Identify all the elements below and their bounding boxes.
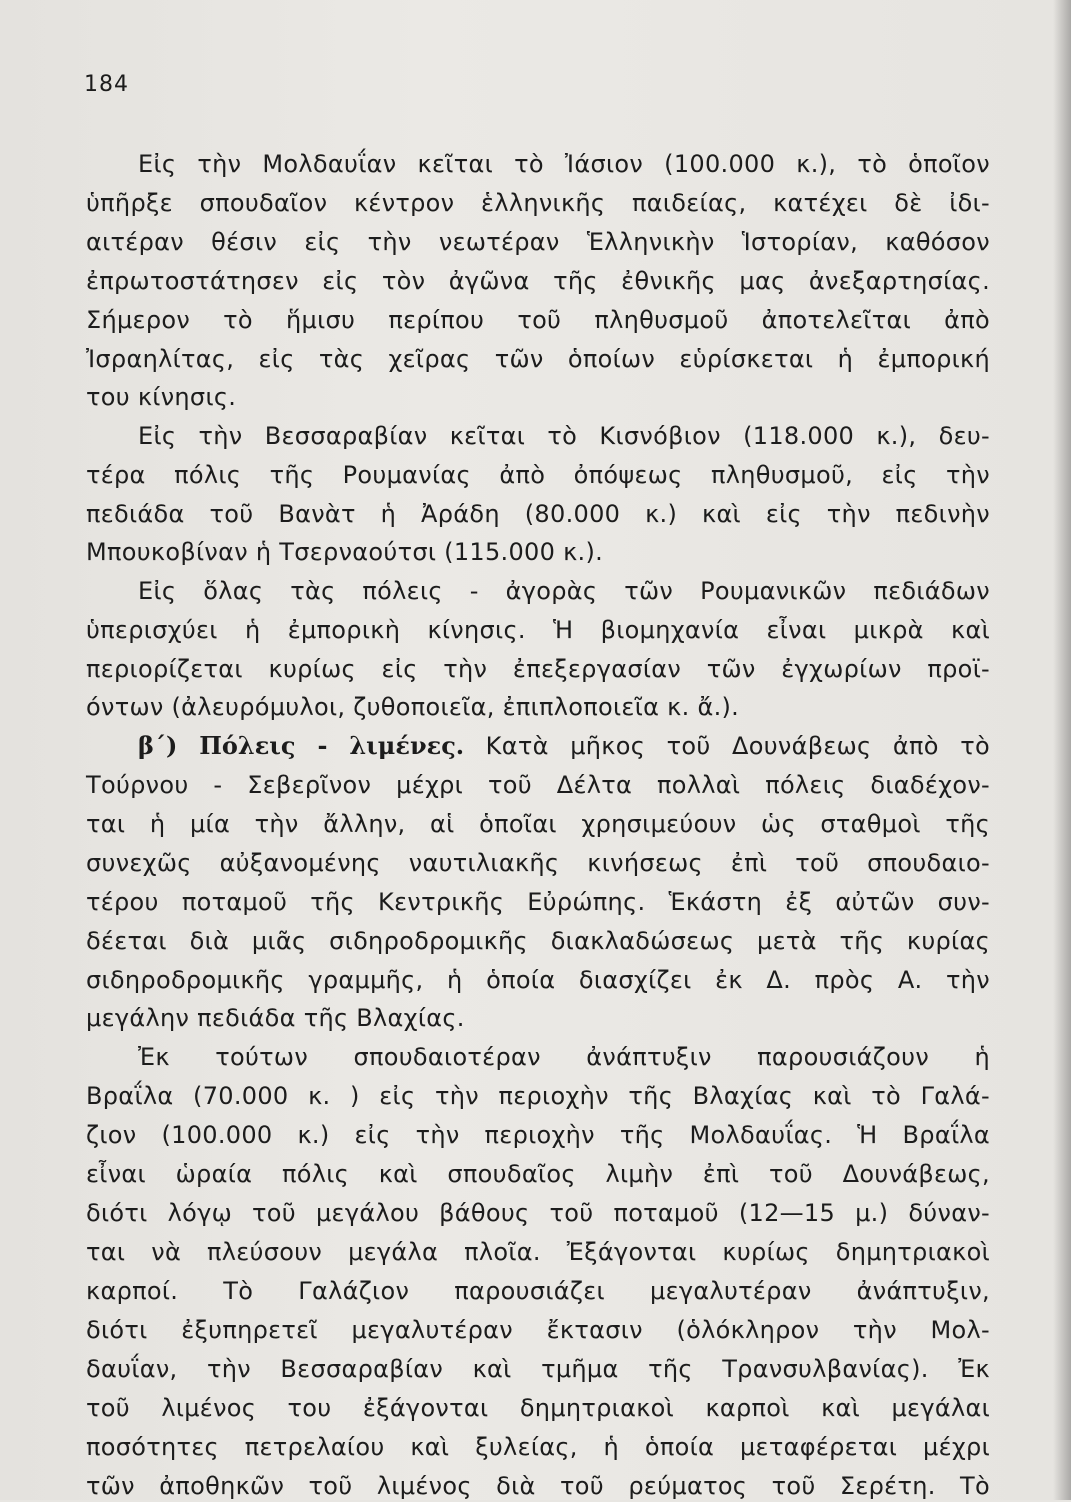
text-line: τέρου ποταμοῦ τῆς Κεντρικῆς Εὐρώπης. Ἑκάστη ἐξ αὐτῶν συν- (86, 888, 990, 916)
text-line: ζιον (100.000 κ.) εἰς τὴν περιοχὴν τῆς Μολδαυΐας. Ἡ Βραΐλα (86, 1121, 990, 1149)
text-line: όντων (ἀλευρόμυλοι, ζυθοποιεῖα, ἐπιπλοποιεῖα κ. ἄ.). (86, 693, 740, 721)
text-line: τῶν ἀποθηκῶν τοῦ λιμένος διὰ τοῦ ρεύματος τοῦ Σερέτη. Τὸ (86, 1472, 990, 1500)
text-line: διότι λόγῳ τοῦ μεγάλου βάθους τοῦ ποταμοῦ (12—15 μ.) δύναν- (86, 1199, 990, 1227)
text-line: Μπουκοβίναν ἡ Τσερναούτσι (115.000 κ.). (86, 538, 604, 566)
text-line: ται νὰ πλεύσουν μεγάλα πλοῖα. Ἐξάγονται κυρίως δημητριακοὶ (86, 1238, 990, 1266)
text-line: Ἐκ τούτων σπουδαιοτέραν ἀνάπτυξιν παρουσιάζουν ἡ (138, 1043, 990, 1071)
text-line: αιτέραν θέσιν εἰς τὴν νεωτέραν Ἑλληνικὴν Ἱστορίαν, καθόσον (86, 228, 990, 256)
text-line: τέρα πόλις τῆς Ρουμανίας ἀπὸ ὀπόψεως πληθυσμοῦ, εἰς τὴν (86, 461, 990, 489)
text-line: τοῦ λιμένος του ἐξάγονται δημητριακοὶ καρποὶ καὶ μεγάλαι (86, 1394, 990, 1422)
text-line: συνεχῶς αὐξανομένης ναυτιλιακῆς κινήσεως ἐπὶ τοῦ σπουδαιο- (86, 849, 990, 877)
section-heading-line-rest: Κατὰ μῆκος τοῦ Δουνάβεως ἀπὸ τὸ (464, 732, 990, 760)
text-line: εἶναι ὡραία πόλις καὶ σπουδαῖος λιμὴν ἐπὶ τοῦ Δουνάβεως, (86, 1160, 990, 1188)
section-heading-line (138, 730, 990, 762)
text-line: Ἰσραηλίτας, εἰς τὰς χεῖρας τῶν ὁποίων εὑρίσκεται ἡ ἐμπορική (86, 345, 990, 373)
text-line: του κίνησις. (86, 383, 237, 411)
section-heading: β΄) Πόλεις - λιμένες. (138, 731, 465, 760)
text-line: σιδηροδρομικῆς γραμμῆς, ἡ ὁποία διασχίζει ἐκ Δ. πρὸς Α. τὴν (86, 966, 990, 994)
page-edge-shadow (1053, 0, 1071, 1500)
text-line: Σήμερον τὸ ἥμισυ περίπου τοῦ πληθυσμοῦ ἀποτελεῖται ἀπὸ (86, 306, 990, 334)
text-line: διότι ἐξυπηρετεῖ μεγαλυτέραν ἔκτασιν (ὁλόκληρον τὴν Μολ- (86, 1316, 990, 1344)
text-line: μεγάλην πεδιάδα τῆς Βλαχίας. (86, 1004, 465, 1032)
text-line: Εἰς ὅλας τὰς πόλεις - ἀγορὰς τῶν Ρουμανικῶν πεδιάδων (138, 577, 990, 605)
text-line: καρποί. Τὸ Γαλάζιον παρουσιάζει μεγαλυτέραν ἀνάπτυξιν, (86, 1277, 990, 1305)
text-line: ται ἡ μία τὴν ἄλλην, αἱ ὁποῖαι χρησιμεύουν ὡς σταθμοὶ τῆς (86, 810, 990, 838)
text-line: Τούρνου - Σεβερῖνον μέχρι τοῦ Δέλτα πολλαὶ πόλεις διαδέχον- (86, 771, 990, 799)
text-line: ὑπερισχύει ἡ ἐμπορικὴ κίνησις. Ἡ βιομηχανία εἶναι μικρὰ καὶ (86, 616, 990, 644)
text-line: Εἰς τὴν Μολδαυΐαν κεῖται τὸ Ἰάσιον (100.000 κ.), τὸ ὁποῖον (138, 150, 990, 178)
text-line: ὑπῆρξε σπουδαῖον κέντρον ἑλληνικῆς παιδείας, κατέχει δὲ ἰδι- (86, 189, 990, 217)
text-line: δέεται διὰ μιᾶς σιδηροδρομικῆς διακλαδώσεως μετὰ τῆς κυρίας (86, 927, 990, 955)
text-line: Εἰς τὴν Βεσσαραβίαν κεῖται τὸ Κισνόβιον (118.000 κ.), δευ- (138, 422, 990, 450)
text-line: ἐπρωτοστάτησεν εἰς τὸν ἀγῶνα τῆς ἐθνικῆς μας ἀνεξαρτησίας. (86, 267, 990, 295)
text-line: ποσότητες πετρελαίου καὶ ξυλείας, ἡ ὁποία μεταφέρεται μέχρι (86, 1433, 990, 1461)
text-line: Βραΐλα (70.000 κ. ) εἰς τὴν περιοχὴν τῆς Βλαχίας καὶ τὸ Γαλά- (86, 1082, 990, 1110)
text-line: δαυΐαν, τὴν Βεσσαραβίαν καὶ τμῆμα τῆς Τρανσυλβανίας). Ἐκ (86, 1355, 990, 1383)
text-line: περιορίζεται κυρίως εἰς τὴν ἐπεξεργασίαν τῶν ἐγχωρίων προϊ- (86, 655, 990, 683)
page-number: 184 (84, 72, 129, 97)
text-line: πεδιάδα τοῦ Βανὰτ ἡ Ἀράδη (80.000 κ.) καὶ εἰς τὴν πεδινὴν (86, 500, 990, 528)
